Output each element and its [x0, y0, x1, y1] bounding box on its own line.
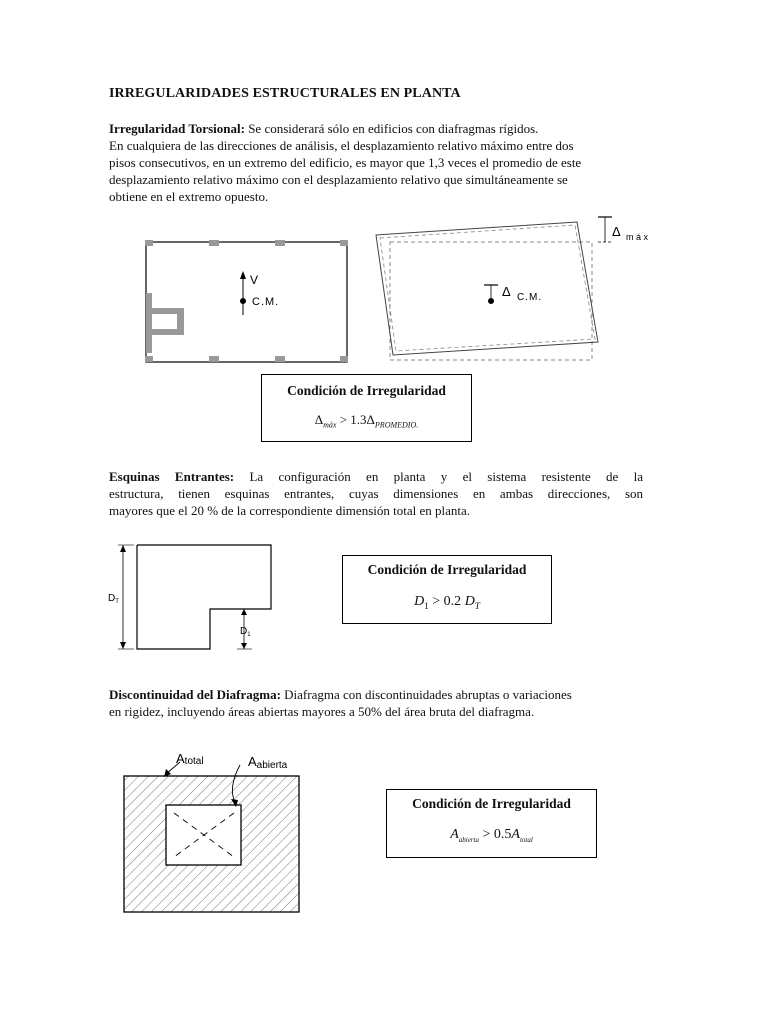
diafragma-formula: $A_{abierta} > 0.5A_{total}$ [450, 827, 533, 844]
page-title: IRREGULARIDADES ESTRUCTURALES EN PLANTA [109, 86, 461, 101]
esquinas-condition-box [342, 555, 552, 624]
esquinas-line-2: estructura, tienen esquinas entrantes, cuyas dimensiones en ambas direcciones, son [109, 486, 643, 501]
esquinas-formula: $D_1 > 0.2$ $D_T$ [414, 594, 480, 611]
diafragma-condition-box [386, 789, 597, 858]
max-label: m á x [626, 232, 649, 242]
torsional-line-2: pisos consecutivos, en un extremo del edificio, es mayor que 1,3 veces el promedio de este [109, 155, 582, 170]
d1-label: $D_1$ [240, 626, 251, 638]
esquinas-figure [100, 535, 280, 660]
torsional-condition-title: Condición de Irregularidad [287, 383, 446, 398]
diafragma-paragraph [109, 686, 643, 720]
diafragma-lead: Diafragma con discontinuidades abruptas o variaciones [280, 687, 572, 702]
cm-label: C.M. [252, 296, 280, 308]
plan-displaced [376, 217, 612, 360]
esquinas-line-1: La configuración en planta y el sistema resistente de la [249, 469, 644, 484]
esquinas-heading: Esquinas Entrantes: [109, 469, 235, 484]
esquinas-condition-title: Condición de Irregularidad [367, 562, 527, 577]
dt-label: $D_T$ [108, 593, 119, 605]
torsional-paragraph [109, 120, 643, 205]
torsional-line-4: obtiene en el extremo opuesto. [109, 189, 269, 204]
aabierta-label: Aabierta [248, 754, 288, 771]
delta-cm-symbol: Δ [502, 284, 511, 299]
cm-label-2: C.M. [517, 292, 543, 303]
torsional-heading: Irregularidad Torsional: [109, 121, 245, 136]
diafragma-figure [110, 745, 310, 925]
torsional-line-3: desplazamiento relativo máximo con el desplazamiento relativo que simultáneamente se [109, 172, 568, 187]
plan-original [145, 240, 348, 362]
torsional-figure [0, 205, 768, 375]
torsional-formula: $\Delta_{máx} > 1.3\Delta_{PROMEDIO.}$ [314, 412, 419, 430]
v-label: V [250, 273, 259, 287]
esquinas-paragraph [109, 468, 643, 519]
torsional-line-1: En cualquiera de las direcciones de análisis, el desplazamiento relativo máximo entre dos [109, 138, 574, 153]
delta-max-symbol: Δ [612, 224, 621, 239]
diafragma-line-2: en rigidez, incluyendo áreas abiertas mayores a 50% del área bruta del diafragma. [109, 704, 535, 719]
torsional-condition-box [261, 374, 472, 442]
diafragma-condition-title: Condición de Irregularidad [412, 796, 571, 811]
esquinas-line-3: mayores que el 20 % de la correspondiente dimensión total en planta. [109, 503, 470, 518]
atotal-label: Atotal [176, 751, 204, 767]
torsional-lead: Se considerará sólo en edificios con diafragmas rígidos. [244, 121, 539, 136]
diafragma-heading: Discontinuidad del Diafragma: [109, 687, 281, 702]
